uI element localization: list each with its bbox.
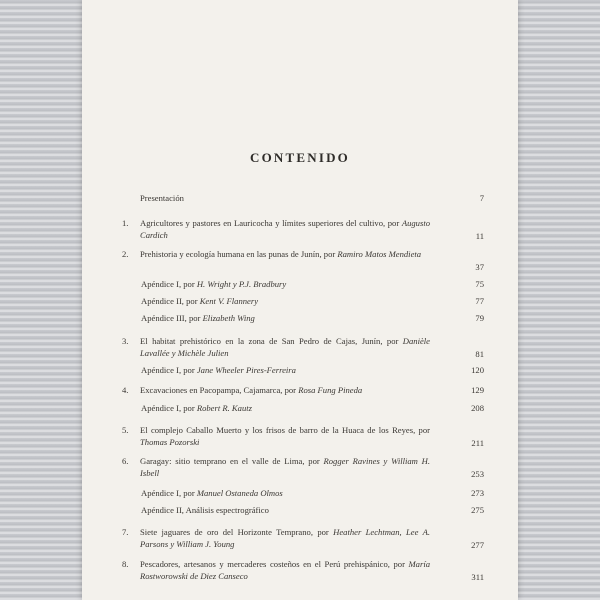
toc-entry-author: Jane Wheeler Pires-Ferreira xyxy=(196,365,296,375)
toc-entry-author: Kent V. Flannery xyxy=(199,296,259,306)
toc-entry-page: 211 xyxy=(471,437,484,448)
toc-entry-title: El habitat prehistórico en la zona de San Pedro de Cajas, Junín, por Danièle Lavallée y Michèle Julien xyxy=(140,336,430,358)
toc-entry-page: 75 xyxy=(475,279,484,289)
toc-entry-number: 3. xyxy=(122,336,129,346)
toc-entry-author: Robert R. Kautz xyxy=(196,403,252,413)
toc-entry-page: 311 xyxy=(471,571,484,582)
toc-entry-number: 1. xyxy=(122,218,129,228)
toc-entry-page: 77 xyxy=(475,296,484,306)
toc-entry-page: 37 xyxy=(475,261,484,272)
toc-entry-title: Apéndice I, por Robert R. Kautz xyxy=(141,403,252,413)
toc-entry-author: Augusto Cardich xyxy=(140,218,430,240)
toc-entry-title: Garagay: sitio temprano en el valle de Lima, por Rogger Ravines y William H. Isbell xyxy=(140,456,430,478)
toc-entry-page: 120 xyxy=(471,365,484,375)
toc-entry-author: Thomas Pozorski xyxy=(140,436,200,447)
toc-entry-page: 275 xyxy=(471,505,484,515)
toc-entry-page: 129 xyxy=(471,385,484,395)
toc-entry-author: Ramiro Matos Mendieta xyxy=(337,249,422,259)
toc-entry-title: Apéndice I, por Manuel Ostaneda Olmos xyxy=(141,488,283,498)
toc-entry-number: 2. xyxy=(122,249,129,259)
toc-entry-title: Apéndice III, por Elizabeth Wing xyxy=(141,313,255,323)
toc-entry-title: Excavaciones en Pacopampa, Cajamarca, por Rosa Fung Pineda xyxy=(140,385,363,395)
toc-entry-number: 5. xyxy=(122,425,129,435)
toc-entry-page: 277 xyxy=(471,539,484,550)
toc-entry-page: 208 xyxy=(471,403,484,413)
toc-entry-title: Apéndice I, por Jane Wheeler Pires-Ferreira xyxy=(141,365,296,375)
toc-entry-title: El complejo Caballo Muerto y los frisos de barro de la Huaca de los Reyes, por Thomas Pozorski xyxy=(140,425,430,447)
toc-entry-number: 4. xyxy=(122,385,129,395)
book-page xyxy=(82,0,518,600)
toc-entry-title: Agricultores y pastores en Lauricocha y límites superiores del cultivo, por Augusto Cardich xyxy=(140,218,430,240)
toc-entry-author: Manuel Ostaneda Olmos xyxy=(196,488,283,498)
toc-entry-page: 7 xyxy=(479,193,484,203)
toc-entry-number: 7. xyxy=(122,527,129,537)
toc-entry-author: Rogger Ravines y William H. Isbell xyxy=(140,456,430,478)
toc-entry-page: 273 xyxy=(471,488,484,498)
toc-entry-title: Prehistoria y ecología humana en las punas de Junín, por Ramiro Matos Mendieta xyxy=(140,249,422,259)
toc-entry-author: Danièle Lavallée y Michèle Julien xyxy=(140,336,430,358)
toc-entry-title: Apéndice I, por H. Wright y P.J. Bradbury xyxy=(141,279,287,289)
page-title: CONTENIDO xyxy=(250,150,350,165)
toc-entry-author: H. Wright y P.J. Bradbury xyxy=(196,279,287,289)
toc-entry-number: 8. xyxy=(122,559,129,569)
toc-entry-page: 79 xyxy=(475,313,484,323)
toc-entry-author: Rosa Fung Pineda xyxy=(298,385,363,395)
toc-entry-title: Siete jaguares de oro del Horizonte Temprano, por Heather Lechtman, Lee A. Parsons y William J. Young xyxy=(140,527,430,549)
toc-entry-title: Pescadores, artesanos y mercaderes costeños en el Perú prehispánico, por María Rostworowski de Diez Canseco xyxy=(140,559,430,581)
toc-entry-author: María Rostworowski de Diez Canseco xyxy=(140,559,430,581)
toc-entry-page: 253 xyxy=(471,468,484,479)
toc-entry-title: Apéndice II, por Kent V. Flannery xyxy=(141,296,259,306)
toc-entry-title: Apéndice II, Análisis espectrográfico xyxy=(141,505,269,515)
toc-entry-number: 6. xyxy=(122,456,129,466)
toc-entry-author: Elizabeth Wing xyxy=(202,313,255,323)
toc-entry-page: 81 xyxy=(475,348,484,359)
toc-entry-title: Presentación xyxy=(140,193,184,203)
toc-entry-page: 11 xyxy=(475,230,484,241)
toc-entry-author: Heather Lechtman, Lee A. Parsons y William J. Young xyxy=(140,527,430,549)
